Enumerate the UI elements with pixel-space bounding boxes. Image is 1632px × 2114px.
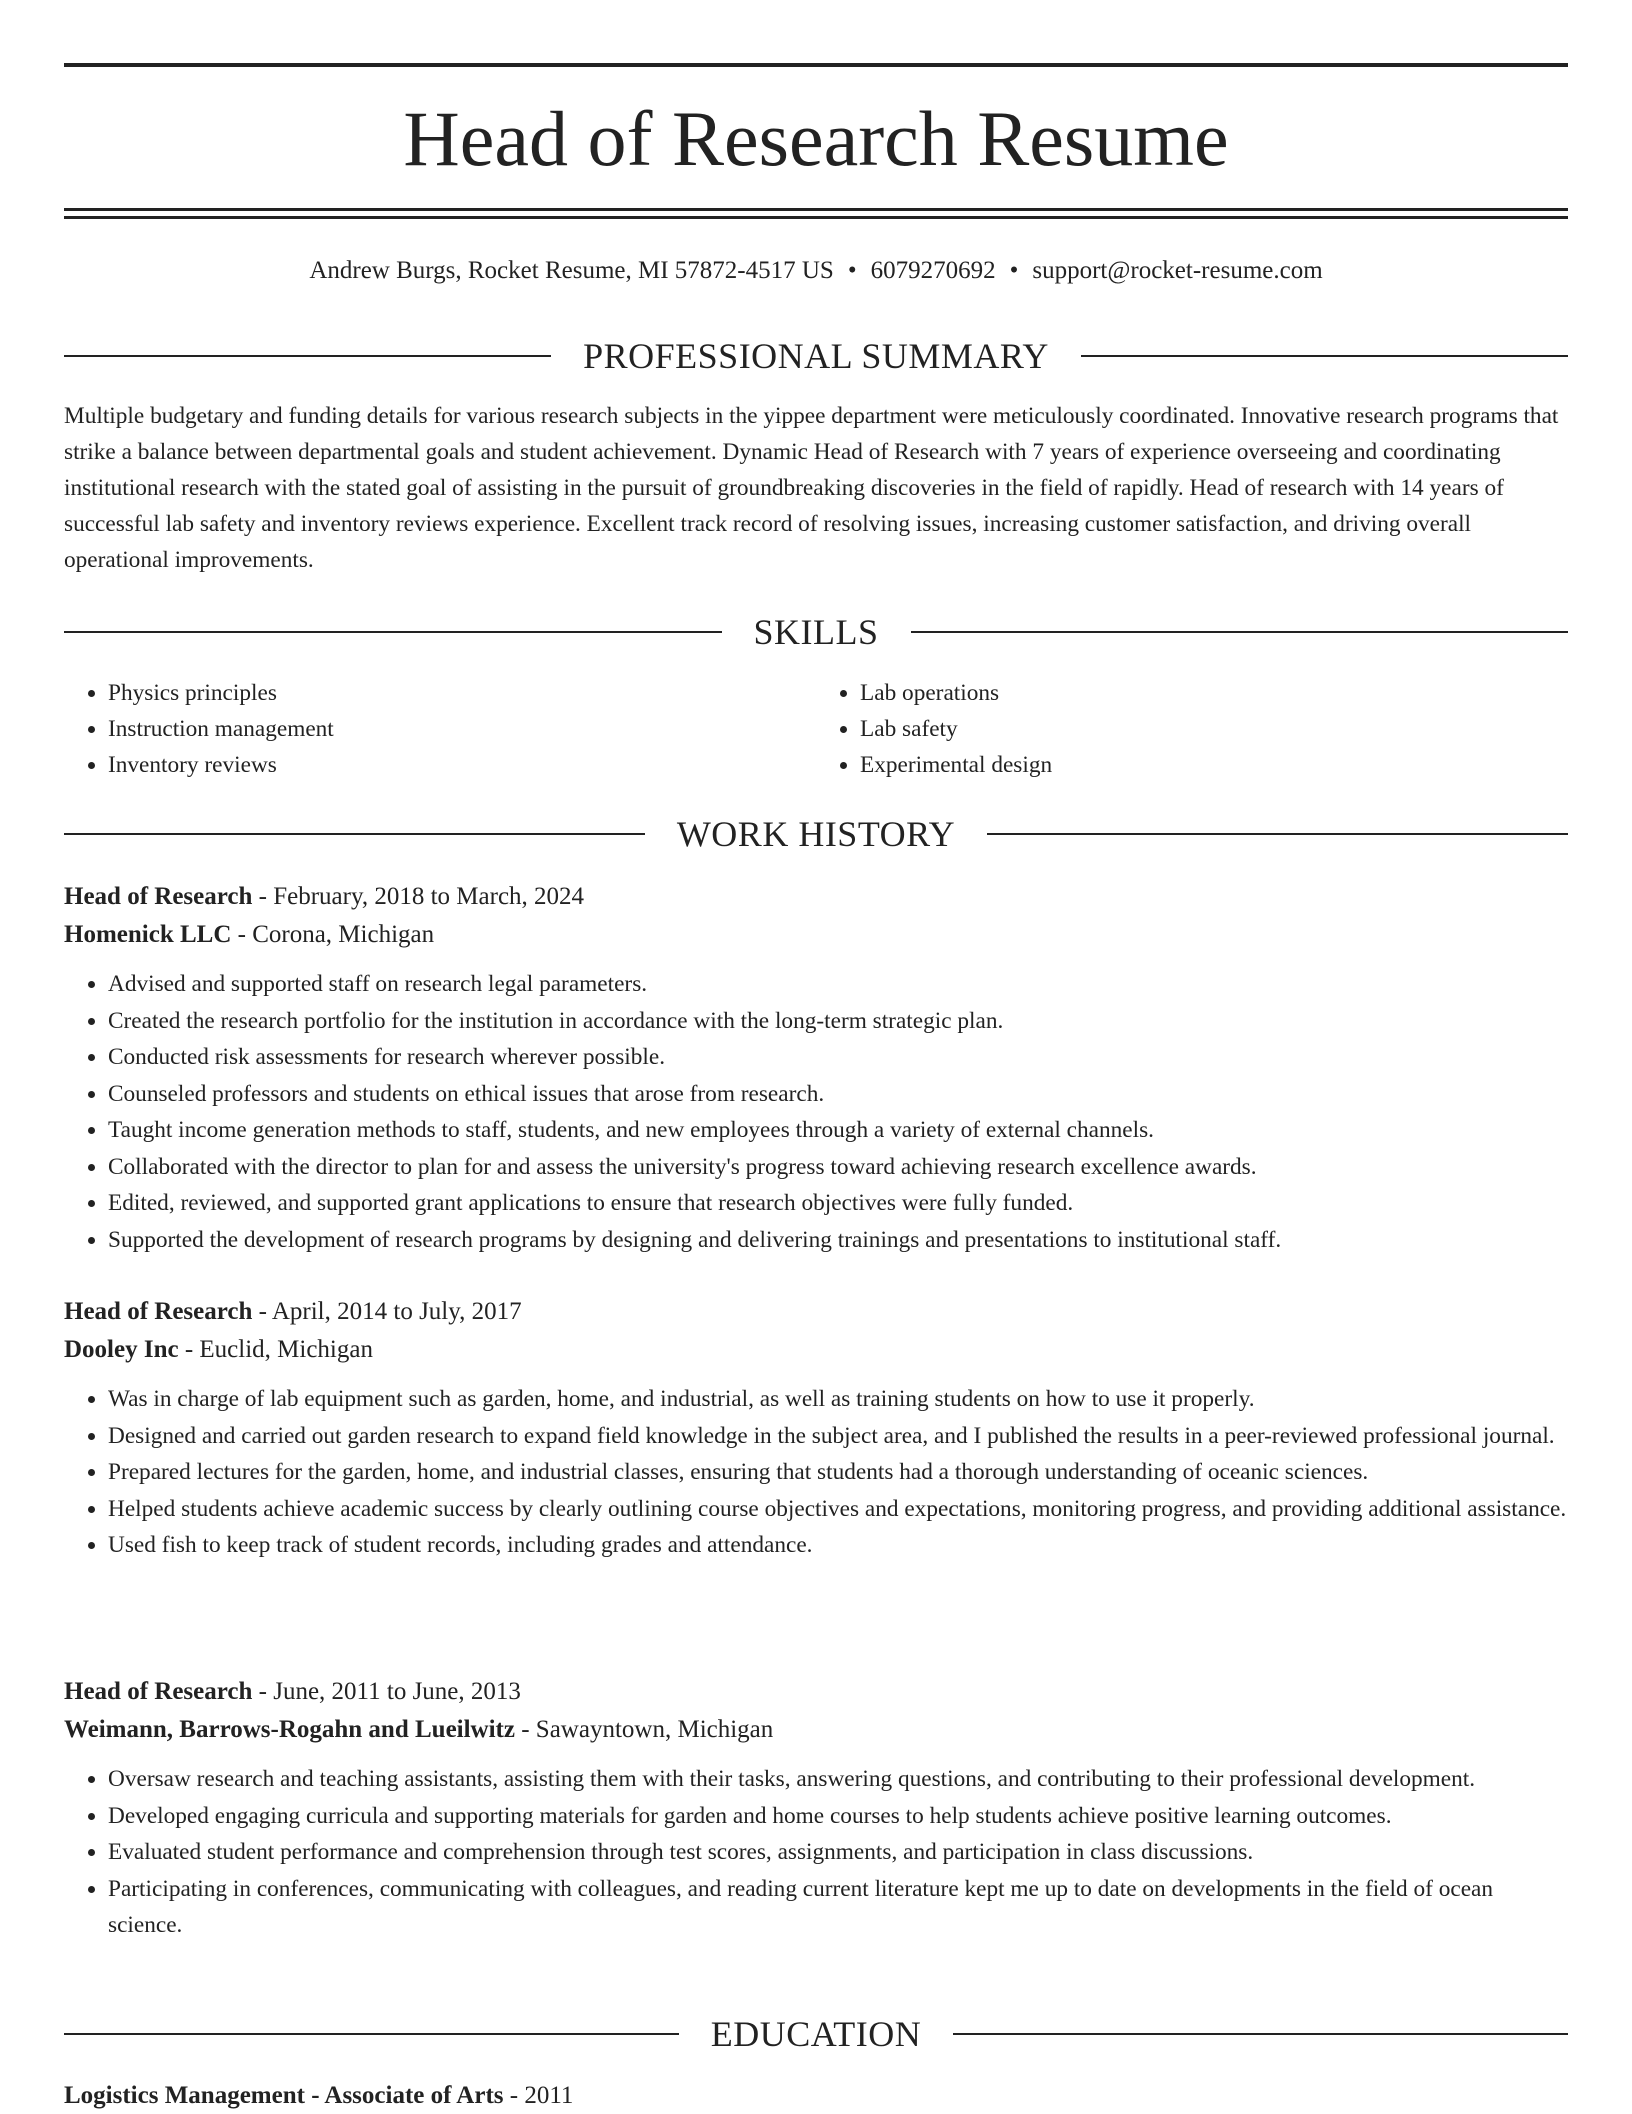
job-location: - Corona, Michigan	[231, 921, 435, 948]
skill-item: • Physics principles	[108, 675, 816, 711]
job-company-line	[64, 1711, 1568, 1749]
skills-column-right	[816, 675, 1568, 783]
job-bullet: • Conducted risk assessments for research wherever possible.	[108, 1039, 1568, 1076]
job-bullet: • Developed engaging curricula and supporting materials for garden and home courses to help students achieve positive learning outcomes.	[108, 1798, 1568, 1835]
skill-item: • Instruction management	[108, 711, 816, 747]
section-rule	[64, 833, 645, 835]
job-bullet: • Participating in conferences, communicating with colleagues, and reading current literature kept me up to date on developments in the field of ocean science.	[108, 1871, 1568, 1944]
page-title: Head of Research Resume	[403, 95, 1229, 182]
job-title: Head of Research	[64, 1298, 253, 1325]
job-entry	[64, 878, 1568, 1258]
job-company: Dooley Inc	[64, 1336, 179, 1363]
job-title-line	[64, 878, 1568, 916]
skill-item: • Inventory reviews	[108, 747, 816, 783]
job-bullet: • Was in charge of lab equipment such as garden, home, and industrial, as well as training students on how to use it properly.	[108, 1381, 1568, 1418]
job-bullet: • Collaborated with the director to plan for and assess the university's progress toward achieving research excellence awards.	[108, 1149, 1568, 1186]
job-location: - Euclid, Michigan	[178, 1336, 373, 1363]
section-rule	[64, 2033, 679, 2035]
job-dates: - April, 2014 to July, 2017	[252, 1298, 522, 1325]
job-title: Head of Research	[64, 1678, 253, 1705]
contact-email: support@rocket-resume.com	[1032, 257, 1323, 284]
job-bullet: • Advised and supported staff on research legal parameters.	[108, 966, 1568, 1003]
skills-column-left	[64, 675, 816, 783]
section-title: SKILLS	[753, 612, 879, 652]
section-rule	[987, 833, 1568, 835]
section-title: WORK HISTORY	[676, 814, 956, 854]
job-company: Weimann, Barrows-Rogahn and Lueilwitz	[64, 1716, 515, 1743]
job-title-line	[64, 1293, 1568, 1331]
education-degree: Logistics Management - Associate of Arts	[64, 2082, 504, 2109]
job-bullet: • Supported the development of research programs by designing and delivering trainings and presentations to institutional staff.	[108, 1222, 1568, 1259]
job-bullet: • Used fish to keep track of student records, including grades and attendance.	[108, 1527, 1568, 1564]
section-rule	[1081, 355, 1568, 357]
contact-phone: 6079270692	[870, 257, 996, 284]
section-title: PROFESSIONAL SUMMARY	[583, 336, 1049, 376]
job-bullet: • Prepared lectures for the garden, home, and industrial classes, ensuring that students had a thorough understanding of oceanic sciences.	[108, 1454, 1568, 1491]
top-rule	[64, 63, 1568, 67]
section-rule	[911, 631, 1569, 633]
summary-paragraph: Multiple budgetary and funding details for various research subjects in the yippee department were meticulously coordinated. Innovative research programs that strike a balance between departmental goals and student achievement. Dynamic Head of Research with 7 years of experience overseeing and coordinating institutional research with the stated goal of assisting in the pursuit of groundbreaking discoveries in the field of rapidly. Head of research with 14 years of successful lab safety and inventory reviews experience. Excellent track record of resolving issues, increasing customer satisfaction, and driving overall operational improvements.	[64, 403, 1559, 573]
section-header-education	[64, 2012, 1568, 2056]
job-location: - Sawayntown, Michigan	[514, 1716, 774, 1743]
job-company-line	[64, 1331, 1568, 1369]
job-entry	[64, 1293, 1568, 1564]
education-year: - 2011	[503, 2082, 574, 2109]
job-bullet: • Helped students achieve academic success by clearly outlining course objectives and expectations, monitoring progress, and providing additional assistance.	[108, 1491, 1568, 1528]
job-bullet: • Edited, reviewed, and supported grant applications to ensure that research objectives were fully funded.	[108, 1185, 1568, 1222]
job-bullets	[64, 966, 1568, 1258]
section-title: EDUCATION	[710, 2014, 922, 2054]
job-bullet: • Taught income generation methods to staff, students, and new employees through a variety of external channels.	[108, 1112, 1568, 1149]
skill-item: • Lab operations	[860, 675, 1568, 711]
job-bullet: • Created the research portfolio for the institution in accordance with the long-term strategic plan.	[108, 1003, 1568, 1040]
job-company-line	[64, 916, 1568, 954]
job-title-line	[64, 1673, 1568, 1711]
skill-item: • Lab safety	[860, 711, 1568, 747]
job-bullets	[64, 1761, 1568, 1944]
job-bullet: • Designed and carried out garden research to expand field knowledge in the subject area, and I published the results in a peer-reviewed professional journal.	[108, 1418, 1568, 1455]
section-header-skills	[64, 610, 1568, 654]
job-dates: - February, 2018 to March, 2024	[252, 883, 585, 910]
title-double-rule-lower	[64, 216, 1568, 219]
section-header-summary	[64, 334, 1568, 378]
contact-line	[64, 254, 1568, 288]
job-bullets	[64, 1381, 1568, 1564]
job-bullet: • Oversaw research and teaching assistants, assisting them with their tasks, answering questions, and contributing to their professional development.	[108, 1761, 1568, 1798]
title-double-rule-upper	[64, 208, 1568, 211]
job-title: Head of Research	[64, 883, 253, 910]
job-dates: - June, 2011 to June, 2013	[252, 1678, 521, 1705]
section-rule	[64, 631, 722, 633]
job-entry	[64, 1673, 1568, 1944]
education-entry	[64, 2078, 1568, 2114]
contact-separator: •	[847, 257, 857, 284]
section-header-work-history	[64, 812, 1568, 856]
section-rule	[64, 355, 551, 357]
contact-separator: •	[1009, 257, 1019, 284]
job-bullet: • Evaluated student performance and comprehension through test scores, assignments, and participation in class discussions.	[108, 1834, 1568, 1871]
section-rule	[953, 2033, 1568, 2035]
skill-item: • Experimental design	[860, 747, 1568, 783]
job-bullet: • Counseled professors and students on ethical issues that arose from research.	[108, 1076, 1568, 1113]
skills-list	[64, 675, 1568, 783]
job-company: Homenick LLC	[64, 921, 232, 948]
contact-address: Andrew Burgs, Rocket Resume, MI 57872-4517 US	[309, 257, 834, 284]
